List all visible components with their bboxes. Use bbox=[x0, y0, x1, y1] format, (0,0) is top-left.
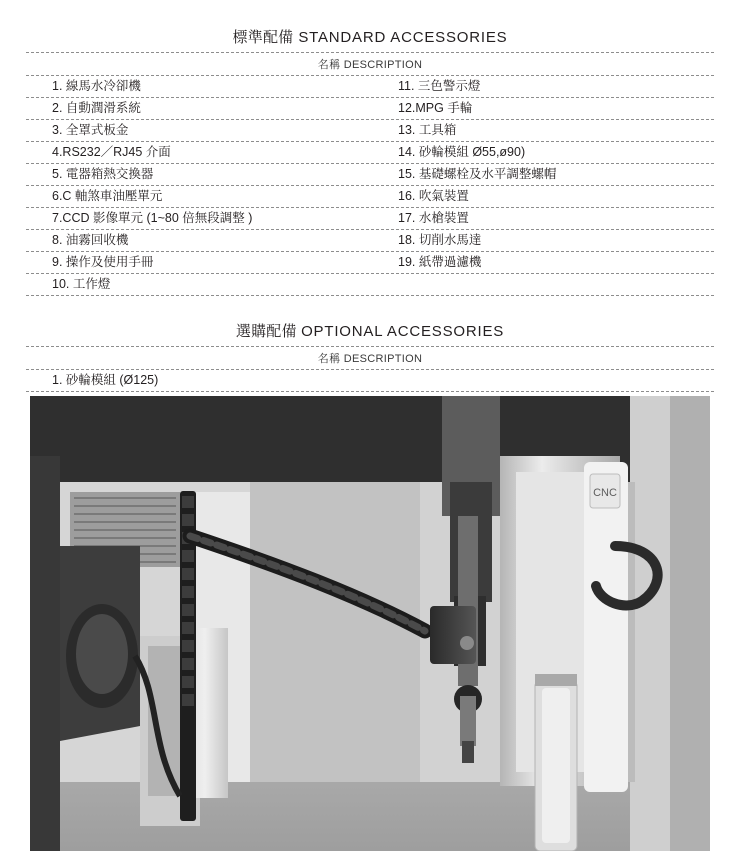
accessory-label: 15. 基礎螺栓及水平調整螺帽 bbox=[398, 167, 557, 181]
accessory-label: 16. 吹氣裝置 bbox=[398, 189, 469, 203]
optional-section-title bbox=[26, 320, 714, 346]
optional-accessories-list bbox=[26, 369, 714, 392]
standard-section-title bbox=[26, 26, 714, 52]
list-item bbox=[26, 186, 714, 208]
machine-photo bbox=[30, 396, 710, 851]
accessory-label: 6.C 軸煞車油壓單元 bbox=[52, 189, 163, 203]
machine-photo-illustration bbox=[30, 396, 710, 851]
list-item bbox=[26, 142, 714, 164]
optional-accessories-section bbox=[0, 320, 740, 392]
accessory-label: 18. 切削水馬達 bbox=[398, 233, 482, 247]
accessory-label: 1. 砂輪模組 (Ø125) bbox=[52, 373, 159, 387]
standard-title-en-text: STANDARD ACCESSORIES bbox=[298, 29, 508, 46]
standard-accessories-section bbox=[0, 26, 740, 296]
accessory-label: 4.RS232／RJ45 介面 bbox=[52, 145, 171, 159]
optional-subheader bbox=[26, 347, 714, 369]
top-spacer bbox=[0, 0, 740, 26]
accessory-label: 8. 油霧回收機 bbox=[52, 233, 129, 247]
section-spacer bbox=[0, 296, 740, 320]
list-item bbox=[26, 120, 714, 142]
accessory-label: 2. 自動潤滑系統 bbox=[52, 101, 141, 115]
list-item bbox=[26, 230, 714, 252]
accessory-label: 9. 操作及使用手冊 bbox=[52, 255, 154, 269]
accessory-label: 14. 砂輪模組 Ø55,ø90) bbox=[398, 145, 526, 159]
accessory-label: 19. 紙帶過濾機 bbox=[398, 255, 482, 269]
optional-title-en: OPTIONAL ACCESSORIES bbox=[301, 323, 505, 340]
standard-accessories-list bbox=[26, 75, 714, 296]
standard-title-zh: 標準配備 bbox=[232, 29, 294, 46]
standard-subheader-en: DESCRIPTION bbox=[343, 59, 423, 71]
accessory-label: 13. 工具箱 bbox=[398, 123, 457, 137]
list-item bbox=[26, 98, 714, 120]
accessory-label bbox=[370, 283, 714, 287]
accessory-label: 1. 線馬水冷卻機 bbox=[52, 79, 141, 93]
list-item bbox=[26, 274, 714, 296]
list-item bbox=[26, 164, 714, 186]
accessory-label: 10. 工作燈 bbox=[52, 277, 111, 291]
accessory-label: 5. 電器箱熱交換器 bbox=[52, 167, 154, 181]
list-item bbox=[26, 75, 714, 98]
accessory-label: 12.MPG 手輪 bbox=[398, 101, 473, 115]
list-item bbox=[26, 208, 714, 230]
optional-subheader-en: DESCRIPTION bbox=[343, 353, 423, 365]
brand-label: CNC bbox=[593, 487, 617, 499]
standard-subheader bbox=[26, 53, 714, 75]
accessory-label: 7.CCD 影像單元 (1~80 倍無段調整 ) bbox=[52, 211, 253, 225]
accessory-label: 17. 水槍裝置 bbox=[398, 211, 469, 225]
standard-subheader-zh: 名稱 bbox=[317, 59, 341, 71]
list-item bbox=[26, 369, 714, 392]
optional-subheader-zh: 名稱 bbox=[317, 353, 341, 365]
accessory-label: 11. 三色警示燈 bbox=[398, 79, 481, 93]
list-item bbox=[26, 252, 714, 274]
optional-title-zh: 選購配備 bbox=[235, 323, 297, 340]
accessory-label: 3. 全罩式板金 bbox=[52, 123, 129, 137]
